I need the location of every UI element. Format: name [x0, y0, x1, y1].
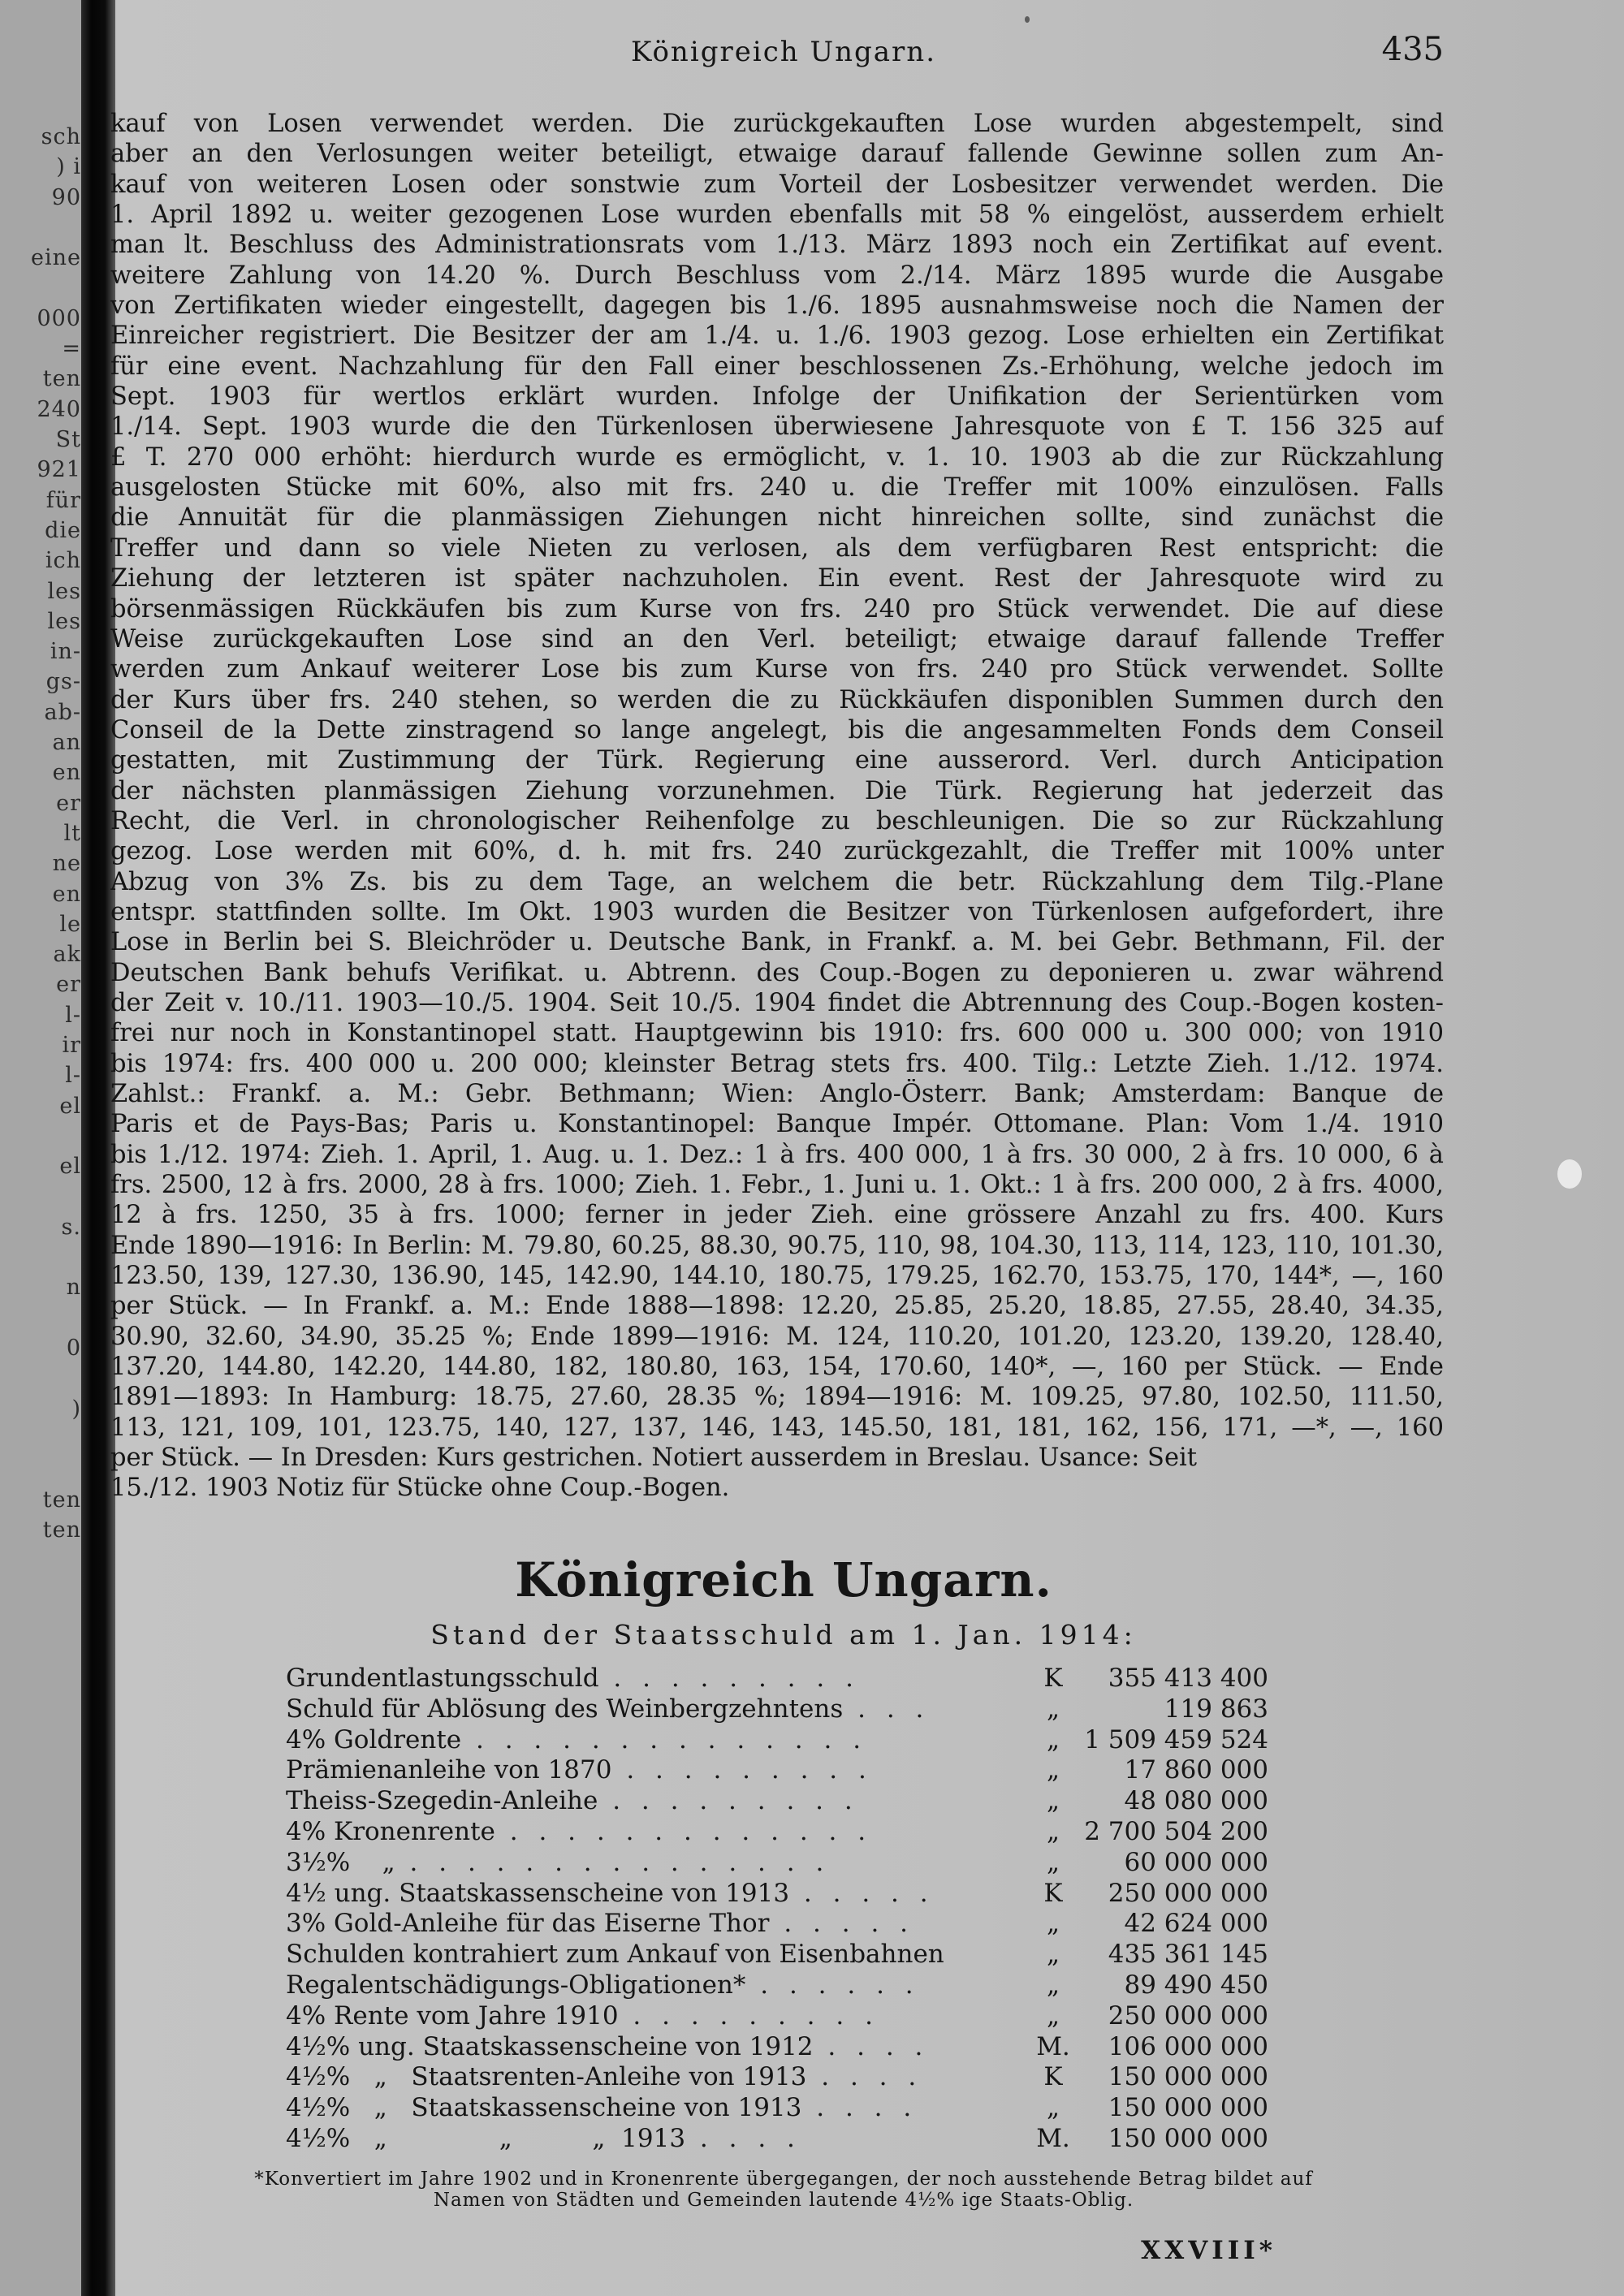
margin-fragment: lt — [63, 820, 81, 846]
debt-label: Prämienanleihe von 1870 — [286, 1755, 612, 1785]
text-line: der nächsten planmässigen Ziehung vorzunehmen. Die Türk. Regierung hat jederzeit das — [110, 776, 1444, 805]
text-line: gezog. Lose werden mit 60%, d. h. mit frs. 240 zurückgezahlt, die Treffer mit 100% unter — [110, 837, 1444, 866]
debt-label-cell — [286, 2032, 1033, 2063]
debt-currency: „ — [1046, 2000, 1060, 2031]
margin-fragment: er — [56, 790, 81, 816]
debt-label: 4½% „ Staatskassenscheine von 1913 — [286, 2093, 802, 2123]
debt-amount: 89 490 450 — [1124, 1970, 1268, 2000]
text-line: Zahlst.: Frankf. a. M.: Gebr. Bethmann; Wien: Anglo-Österr. Bank; Amsterdam: Banque de — [110, 1080, 1444, 1108]
margin-fragment: = — [62, 336, 81, 362]
margin-fragment: el — [59, 1093, 81, 1119]
margin-fragment: 921 — [37, 457, 81, 483]
text-line: Lose in Berlin bei S. Bleichröder u. Deutsche Bank, in Frankf. a. M. bei Gebr. Bethmann, Fil. der — [110, 928, 1444, 957]
debt-row — [286, 2001, 1268, 2032]
leader-dots: . . . . — [813, 2031, 930, 2061]
margin-fragment: ) — [71, 1396, 81, 1422]
margin-fragment: s. — [61, 1214, 81, 1240]
text-line: die Annuität für die planmässigen Ziehungen nicht hinreichen sollte, sind zunächst die — [110, 503, 1444, 533]
text-line: kauf von weiteren Losen oder sonstwie zum Vorteil der Losbesitzer verwendet werden. Die — [110, 170, 1444, 199]
debt-row — [286, 2062, 1268, 2093]
footnote-line: *Konvertiert im Jahre 1902 und in Kronenrente übergegangen, der noch ausstehende Betrag bildet auf — [254, 2169, 1313, 2190]
debt-row — [286, 1817, 1268, 1848]
leader-dots: . . . . . . — [745, 1970, 920, 2000]
text-line: 1891—1893: In Hamburg: 18.75, 27.60, 28.35 %; 1894—1916: M. 109.25, 97.80, 102.50, 111.50, — [110, 1383, 1444, 1412]
leader-dots: . . . . . . . . . — [611, 1755, 873, 1785]
text-line: gestatten, mit Zustimmung der Türk. Regierung eine ausserord. Verl. durch Anticipation — [110, 746, 1444, 775]
debt-label-cell — [286, 1817, 1033, 1848]
margin-fragment: le — [59, 911, 81, 937]
leader-dots: . . . . . . . . . . . . . . — [461, 1724, 868, 1754]
section-title: Königreich Ungarn. — [515, 1552, 1052, 1608]
leader-dots: . . . . — [806, 2062, 923, 2092]
debt-label: 3½% „ — [286, 1847, 395, 1877]
paper-speck — [1025, 16, 1030, 23]
debt-label-cell — [286, 1909, 1033, 1940]
debt-currency: „ — [1046, 1909, 1060, 1939]
leader-dots: . . . . . . . . . — [598, 1664, 860, 1693]
section-subtitle: Stand der Staatsschuld am 1. Jan. 1914: — [430, 1619, 1137, 1651]
debt-label: Grundentlastungsschuld — [286, 1664, 599, 1693]
debt-amount: 48 080 000 — [1124, 1786, 1268, 1816]
debt-label: 4½% „ „ „ 1913 — [286, 2123, 686, 2153]
debt-label: 4½ ung. Staatskassenscheine von 1913 — [286, 1878, 790, 1908]
text-line: entspr. stattfinden sollte. Im Okt. 1903 wurden die Besitzer von Türkenlosen aufgefordert, ihre — [110, 897, 1444, 926]
debt-label: 4½% „ Staatsrenten-Anleihe von 1913 — [286, 2062, 807, 2092]
text-line: per Stück. — In Frankf. a. M.: Ende 1888—1898: 12.20, 25.85, 25.20, 18.85, 27.55, 28.40, 34.35, — [110, 1292, 1444, 1321]
debt-label: 3% Gold-Anleihe für das Eiserne Thor — [286, 1909, 770, 1939]
debt-amount: 150 000 000 — [1108, 2093, 1268, 2123]
footnote-line: Namen von Städten und Gemeinden lautende 4½% ige Staats-Oblig. — [433, 2190, 1134, 2211]
text-line: Ende 1890—1916: In Berlin: M. 79.80, 60.25, 88.30, 90.75, 110, 98, 104.30, 113, 114, 123, 110, 101.30, — [110, 1231, 1444, 1260]
text-line: ausgelosten Stücke mit 60%, also mit frs. 240 u. die Treffer mit 100% einzulösen. Falls — [110, 473, 1444, 503]
debt-amount: 119 863 — [1164, 1694, 1268, 1724]
debt-label-cell — [286, 2062, 1033, 2093]
text-line: Sept. 1903 für wertlos erklärt wurden. Infolge der Unifikation der Serientürken vom — [110, 382, 1444, 412]
footnote — [0, 2169, 1567, 2211]
text-line: bis 1./12. 1974: Zieh. 1. April, 1. Aug. u. 1. Dez.: 1 à frs. 400 000, 1 à frs. 30 000, 2 à frs. 10 000, 6 à — [110, 1140, 1444, 1169]
text-line: 12 à frs. 1250, 35 à frs. 1000; ferner in jeder Zieh. eine grössere Anzahl zu frs. 400. Kurs — [110, 1201, 1444, 1230]
debt-row — [286, 2124, 1268, 2155]
debt-row — [286, 1879, 1268, 1910]
debt-currency: „ — [1046, 1847, 1060, 1877]
text-line: 1./14. Sept. 1903 wurde die den Türkenlosen überwiesene Jahresquote von £ T. 156 325 auf — [110, 412, 1444, 442]
debt-currency: K — [1043, 2062, 1063, 2092]
text-line: börsenmässigen Rückkäufen bis zum Kurse von frs. 240 pro Stück verwendet. Die auf diese — [110, 594, 1444, 624]
debt-label: Theiss-Szegedin-Anleihe — [286, 1786, 598, 1816]
debt-row — [286, 2032, 1268, 2063]
text-line: 137.20, 144.80, 142.20, 144.80, 182, 180.80, 163, 154, 170.60, 140*, —, 160 per Stück. — Ende — [110, 1353, 1444, 1382]
text-line: Abzug von 3% Zs. bis zu dem Tage, an welchem die betr. Rückzahlung dem Tilg.-Plane — [110, 867, 1444, 896]
debt-row — [286, 1970, 1268, 2001]
text-line: der Kurs über frs. 240 stehen, so werden die zu Rückkäufen disponiblen Summen durch den — [110, 685, 1444, 714]
debt-currency: M. — [1036, 2031, 1070, 2061]
debt-currency: „ — [1046, 1724, 1060, 1754]
text-line: man lt. Beschluss des Administrationsrats vom 1./13. März 1893 noch ein Zertifikat auf event. — [110, 231, 1444, 260]
debt-label-cell — [286, 2093, 1033, 2124]
margin-fragment: l- — [65, 1002, 81, 1028]
margin-fragment: les — [47, 578, 81, 604]
debt-label-cell — [286, 2124, 1033, 2155]
debt-label: 4% Goldrente — [286, 1724, 462, 1754]
debt-currency: M. — [1036, 2123, 1070, 2153]
debt-amount: 250 000 000 — [1108, 2000, 1268, 2031]
debt-label: 4½% ung. Staatskassenscheine von 1912 — [286, 2031, 814, 2061]
leader-dots: . . . . . — [789, 1878, 935, 1908]
margin-fragment: ne — [52, 851, 81, 877]
text-line: werden zum Ankauf weiterer Lose bis zum Kurse von frs. 240 pro Stück verwendet. Sollte — [110, 655, 1444, 684]
text-line: £ T. 270 000 erhöht: hierdurch wurde es ermöglicht, v. 1. 10. 1903 ab die zur Rückzahlung — [110, 442, 1444, 472]
paper-speck — [1557, 1159, 1582, 1189]
debt-label: 4% Kronenrente — [286, 1816, 495, 1846]
debt-label-cell — [286, 1970, 1033, 2001]
text-line: weitere Zahlung von 14.20 %. Durch Beschluss vom 2./14. März 1895 wurde die Ausgabe — [110, 261, 1444, 290]
debt-table — [286, 1664, 1268, 2155]
text-line: Paris et de Pays-Bas; Paris u. Konstantinopel: Banque Impér. Ottomane. Plan: Vom 1./4. 1910 — [110, 1110, 1444, 1139]
body-text — [110, 109, 1444, 1504]
debt-row — [286, 2093, 1268, 2124]
debt-currency: „ — [1046, 1694, 1060, 1724]
leader-dots: . . . . . . . . . — [598, 1786, 859, 1816]
margin-fragment: n — [66, 1275, 81, 1301]
text-line: 1. April 1892 u. weiter gezogenen Lose wurden ebenfalls mit 58 % eingelöst, ausserdem erhielt — [110, 201, 1444, 230]
debt-amount: 17 860 000 — [1124, 1755, 1268, 1785]
text-line: Recht, die Verl. in chronologischer Reihenfolge zu beschleunigen. Die so zur Rückzahlung — [110, 806, 1444, 835]
debt-row — [286, 1664, 1268, 1694]
debt-label-cell — [286, 2001, 1033, 2032]
debt-row — [286, 1725, 1268, 1756]
text-line: Einreicher registriert. Die Besitzer der am 1./4. u. 1./6. 1903 gezog. Lose erhielten ein Zertifikat — [110, 322, 1444, 351]
debt-label-cell — [286, 1940, 1033, 1970]
debt-row — [286, 1786, 1268, 1817]
text-line: 113, 121, 109, 101, 123.75, 140, 127, 137, 146, 143, 145.50, 181, 181, 162, 156, 171, —*, —, 160 — [110, 1413, 1444, 1442]
debt-currency: „ — [1046, 1786, 1060, 1816]
debt-currency: „ — [1046, 1970, 1060, 2000]
debt-row — [286, 1694, 1268, 1725]
margin-fragment: für — [45, 487, 81, 513]
text-line: Weise zurückgekauften Lose sind an den Verl. beteiligt; etwaige darauf fallende Treffer — [110, 624, 1444, 654]
margin-fragment: in- — [50, 639, 81, 665]
debt-label: Schuld für Ablösung des Weinbergzehntens — [286, 1694, 844, 1724]
text-line: kauf von Losen verwendet werden. Die zurückgekauften Lose wurden abgestempelt, sind — [110, 110, 1444, 138]
debt-amount: 2 700 504 200 — [1084, 1816, 1268, 1846]
text-line: Treffer und dann so viele Nieten zu verlosen, als dem verfügbaren Rest entspricht: die — [110, 533, 1444, 563]
text-line: von Zertifikaten wieder eingestellt, dagegen bis 1./6. 1895 ausnahmsweise noch die Namen der — [110, 291, 1444, 321]
margin-fragment: St — [55, 427, 81, 452]
leader-dots: . . . — [843, 1694, 931, 1724]
margin-fragment: eine — [31, 245, 81, 271]
margin-fragment: die — [45, 517, 81, 543]
margin-fragment: en — [52, 760, 81, 786]
debt-label: Schulden kontrahiert zum Ankauf von Eisenbahnen — [286, 1940, 944, 1970]
text-line: per Stück. — In Dresden: Kurs gestrichen. Notiert ausserdem in Breslau. Usance: Seit — [110, 1444, 1198, 1473]
debt-amount: 1 509 459 524 — [1084, 1724, 1268, 1754]
debt-label-cell — [286, 1725, 1033, 1756]
debt-currency: K — [1043, 1878, 1063, 1908]
margin-fragment: sch — [41, 124, 81, 149]
page-number: 435 — [1381, 31, 1444, 68]
text-line: für eine event. Nachzahlung für den Fall einer beschlossenen Zs.-Erhöhung, welche jedoch im — [110, 352, 1444, 381]
debt-label-cell — [286, 1786, 1033, 1817]
text-line: 30.90, 32.60, 34.90, 35.25 %; Ende 1899—1916: M. 124, 110.20, 101.20, 123.20, 139.20, 128.40, — [110, 1322, 1444, 1351]
margin-fragment: 90 — [51, 184, 81, 210]
debt-label-cell — [286, 1755, 1033, 1786]
debt-currency: „ — [1046, 1816, 1060, 1846]
debt-row — [286, 1848, 1268, 1879]
margin-fragment: ir — [62, 1033, 81, 1058]
leader-dots: . . . . . . . . . . . . . . . — [395, 1847, 831, 1877]
text-line: 15./12. 1903 Notiz für Stücke ohne Coup.-Bogen. — [110, 1474, 730, 1503]
text-line: Conseil de la Dette zinstragend so lange angelegt, bis die angesammelten Fonds dem Conseil — [110, 715, 1444, 744]
debt-row — [286, 1940, 1268, 1970]
margin-fragment: an — [52, 730, 81, 755]
text-line: Ziehung der letzteren ist später nachzuholen. Ein event. Rest der Jahresquote wird zu — [110, 564, 1444, 593]
margin-fragment: ) i — [56, 154, 81, 180]
text-line: Deutschen Bank behufs Verifikat. u. Abtrenn. des Coup.-Bogen zu deponieren u. zwar während — [110, 958, 1444, 987]
debt-row — [286, 1909, 1268, 1940]
debt-currency: „ — [1046, 1940, 1060, 1970]
debt-amount: 435 361 145 — [1108, 1940, 1268, 1970]
debt-row — [286, 1755, 1268, 1786]
debt-amount: 60 000 000 — [1124, 1847, 1268, 1877]
margin-fragment: er — [56, 972, 81, 998]
margin-fragment: ten — [42, 1517, 81, 1543]
text-line: 123.50, 139, 127.30, 136.90, 145, 142.90, 144.10, 180.75, 179.25, 162.70, 153.75, 170, 144*, —, 160 — [110, 1262, 1444, 1291]
leader-dots: . . . . . . . . . . . . . — [495, 1816, 873, 1846]
adjacent-page-margin — [0, 0, 81, 2296]
debt-label-cell — [286, 1664, 1033, 1694]
debt-label-cell — [286, 1879, 1033, 1910]
margin-fragment: 240 — [37, 396, 81, 422]
leader-dots: . . . . . . . . . — [618, 2000, 879, 2031]
debt-label: 4% Rente vom Jahre 1910 — [286, 2000, 619, 2031]
text-line: der Zeit v. 10./11. 1903—10./5. 1904. Seit 10./5. 1904 findet die Abtrennung des Coup.-Bogen kosten- — [110, 988, 1444, 1017]
debt-amount: 250 000 000 — [1108, 1878, 1268, 1908]
debt-label-cell — [286, 1694, 1033, 1725]
debt-label-cell — [286, 1848, 1033, 1879]
running-head: Königreich Ungarn. — [630, 36, 937, 68]
text-line: bis 1974: frs. 400 000 u. 200 000; kleinster Betrag stets frs. 400. Tilg.: Letzte Zieh. 1./12. 1974. — [110, 1049, 1444, 1078]
margin-fragment: 0 — [66, 1336, 81, 1361]
margin-fragment: gs- — [45, 669, 81, 695]
leader-dots: . . . . . — [769, 1909, 915, 1939]
margin-fragment: l- — [65, 1063, 81, 1089]
text-line: frs. 2500, 12 à frs. 2000, 28 à frs. 1000; Zieh. 1. Febr., 1. Juni u. 1. Okt.: 1 à frs. 200 000, 2 à frs. 4000, — [110, 1171, 1444, 1200]
debt-amount: 42 624 000 — [1124, 1909, 1268, 1939]
margin-fragment: les — [47, 608, 81, 634]
leader-dots: . . . . — [801, 2093, 918, 2123]
text-line: aber an den Verlosungen weiter beteiligt, etwaige darauf fallende Gewinne sollen zum An- — [110, 140, 1444, 169]
debt-currency: „ — [1046, 2093, 1060, 2123]
margin-fragment: en — [52, 881, 81, 907]
margin-fragment: ich — [45, 548, 81, 574]
margin-fragment: 000 — [37, 305, 81, 331]
debt-label: Regalentschädigungs-Obligationen* — [286, 1970, 746, 2000]
margin-fragment: ten — [42, 1487, 81, 1513]
debt-amount: 355 413 400 — [1108, 1664, 1268, 1693]
leader-dots: . . . . — [685, 2123, 801, 2153]
debt-currency: K — [1043, 1664, 1063, 1693]
signature-mark: XXVIII* — [1141, 2236, 1276, 2265]
debt-amount: 150 000 000 — [1108, 2123, 1268, 2153]
margin-fragment: ten — [42, 366, 81, 392]
margin-fragment: el — [59, 1154, 81, 1180]
text-line: frei nur noch in Konstantinopel statt. Hauptgewinn bis 1910: frs. 600 000 u. 300 000; von 1910 — [110, 1019, 1444, 1048]
debt-amount: 106 000 000 — [1108, 2031, 1268, 2061]
debt-amount: 150 000 000 — [1108, 2062, 1268, 2092]
margin-fragment: ab- — [44, 699, 81, 725]
margin-fragment: ak — [53, 942, 81, 968]
debt-currency: „ — [1046, 1755, 1060, 1785]
